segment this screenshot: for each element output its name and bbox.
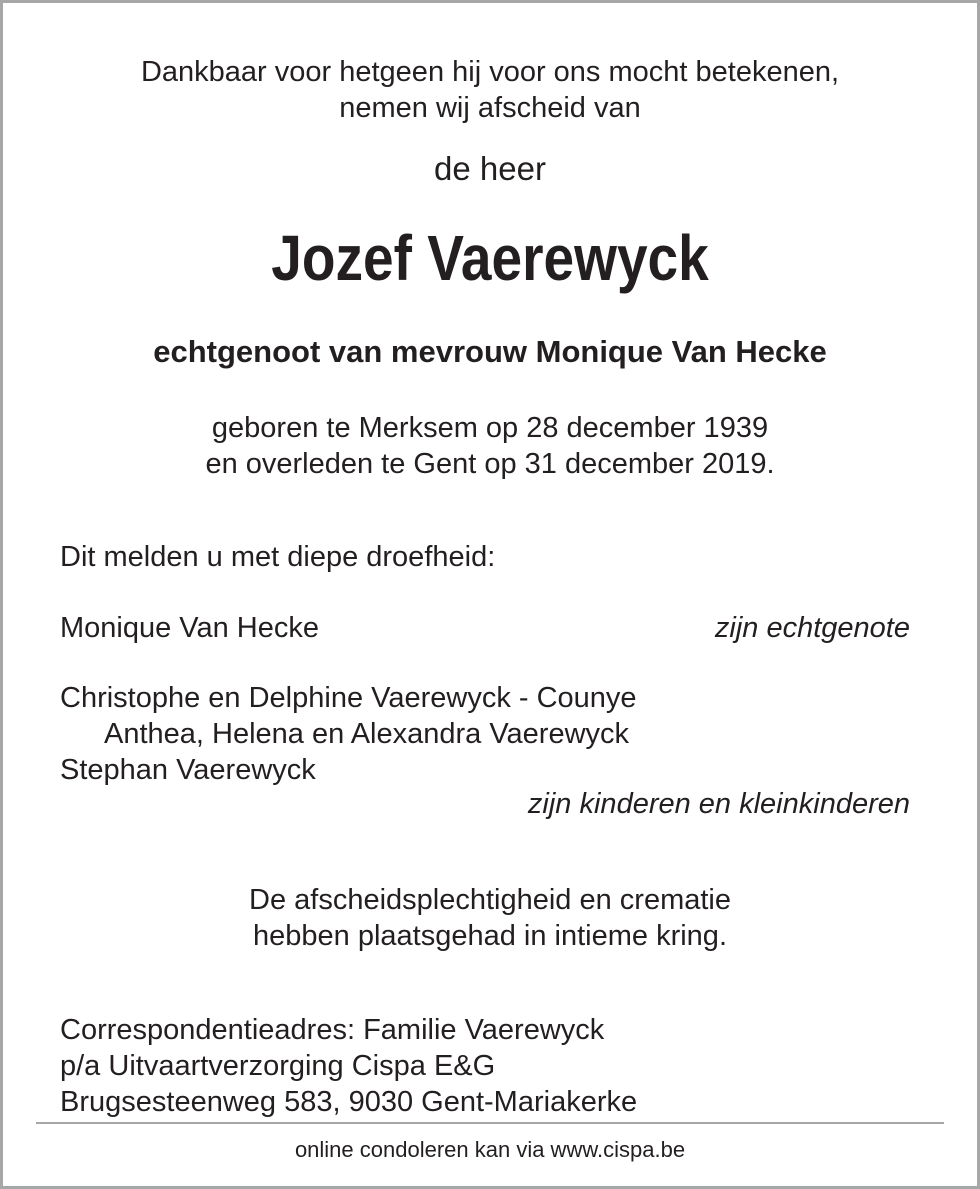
life-dates bbox=[0, 410, 980, 482]
address-line-2: p/a Uitvaartverzorging Cispa E&G bbox=[60, 1050, 496, 1082]
wife-name: Monique Van Hecke bbox=[60, 612, 320, 644]
list-item: Stephan Vaerewyck bbox=[60, 754, 316, 786]
death-line: en overleden te Gent op 31 december 2019. bbox=[205, 448, 775, 480]
list-item: Anthea, Helena en Alexandra Vaerewyck bbox=[104, 718, 630, 750]
honorific: de heer bbox=[434, 150, 546, 187]
wife-role: zijn echtgenote bbox=[714, 612, 910, 644]
ceremony-line-1: De afscheidsplechtigheid en crematie bbox=[249, 884, 731, 916]
children-role: zijn kinderen en kleinkinderen bbox=[527, 788, 910, 820]
deceased-name: Jozef Vaerewyck bbox=[271, 222, 709, 294]
spouse-line: echtgenoot van mevrouw Monique Van Hecke bbox=[153, 334, 827, 369]
online-condolences: online condoleren kan via www.cispa.be bbox=[294, 1137, 686, 1162]
list-item: Christophe en Delphine Vaerewyck - Counye bbox=[60, 682, 637, 714]
intro-line-1: Dankbaar voor hetgeen hij voor ons mocht betekenen, bbox=[140, 56, 840, 88]
ceremony-text bbox=[0, 882, 980, 954]
correspondence-address bbox=[60, 1012, 637, 1120]
birth-line: geboren te Merksem op 28 december 1939 bbox=[211, 412, 769, 444]
children-list bbox=[60, 680, 637, 788]
address-line-3: Brugsesteenweg 583, 9030 Gent-Mariakerke bbox=[60, 1086, 638, 1118]
address-line-1: Correspondentieadres: Familie Vaerewyck bbox=[60, 1014, 605, 1046]
divider bbox=[36, 1122, 944, 1124]
intro-text bbox=[0, 54, 980, 126]
announcement: Dit melden u met diepe droefheid: bbox=[60, 541, 496, 573]
ceremony-line-2: hebben plaatsgehad in intieme kring. bbox=[253, 920, 727, 952]
intro-line-2: nemen wij afscheid van bbox=[339, 92, 641, 124]
